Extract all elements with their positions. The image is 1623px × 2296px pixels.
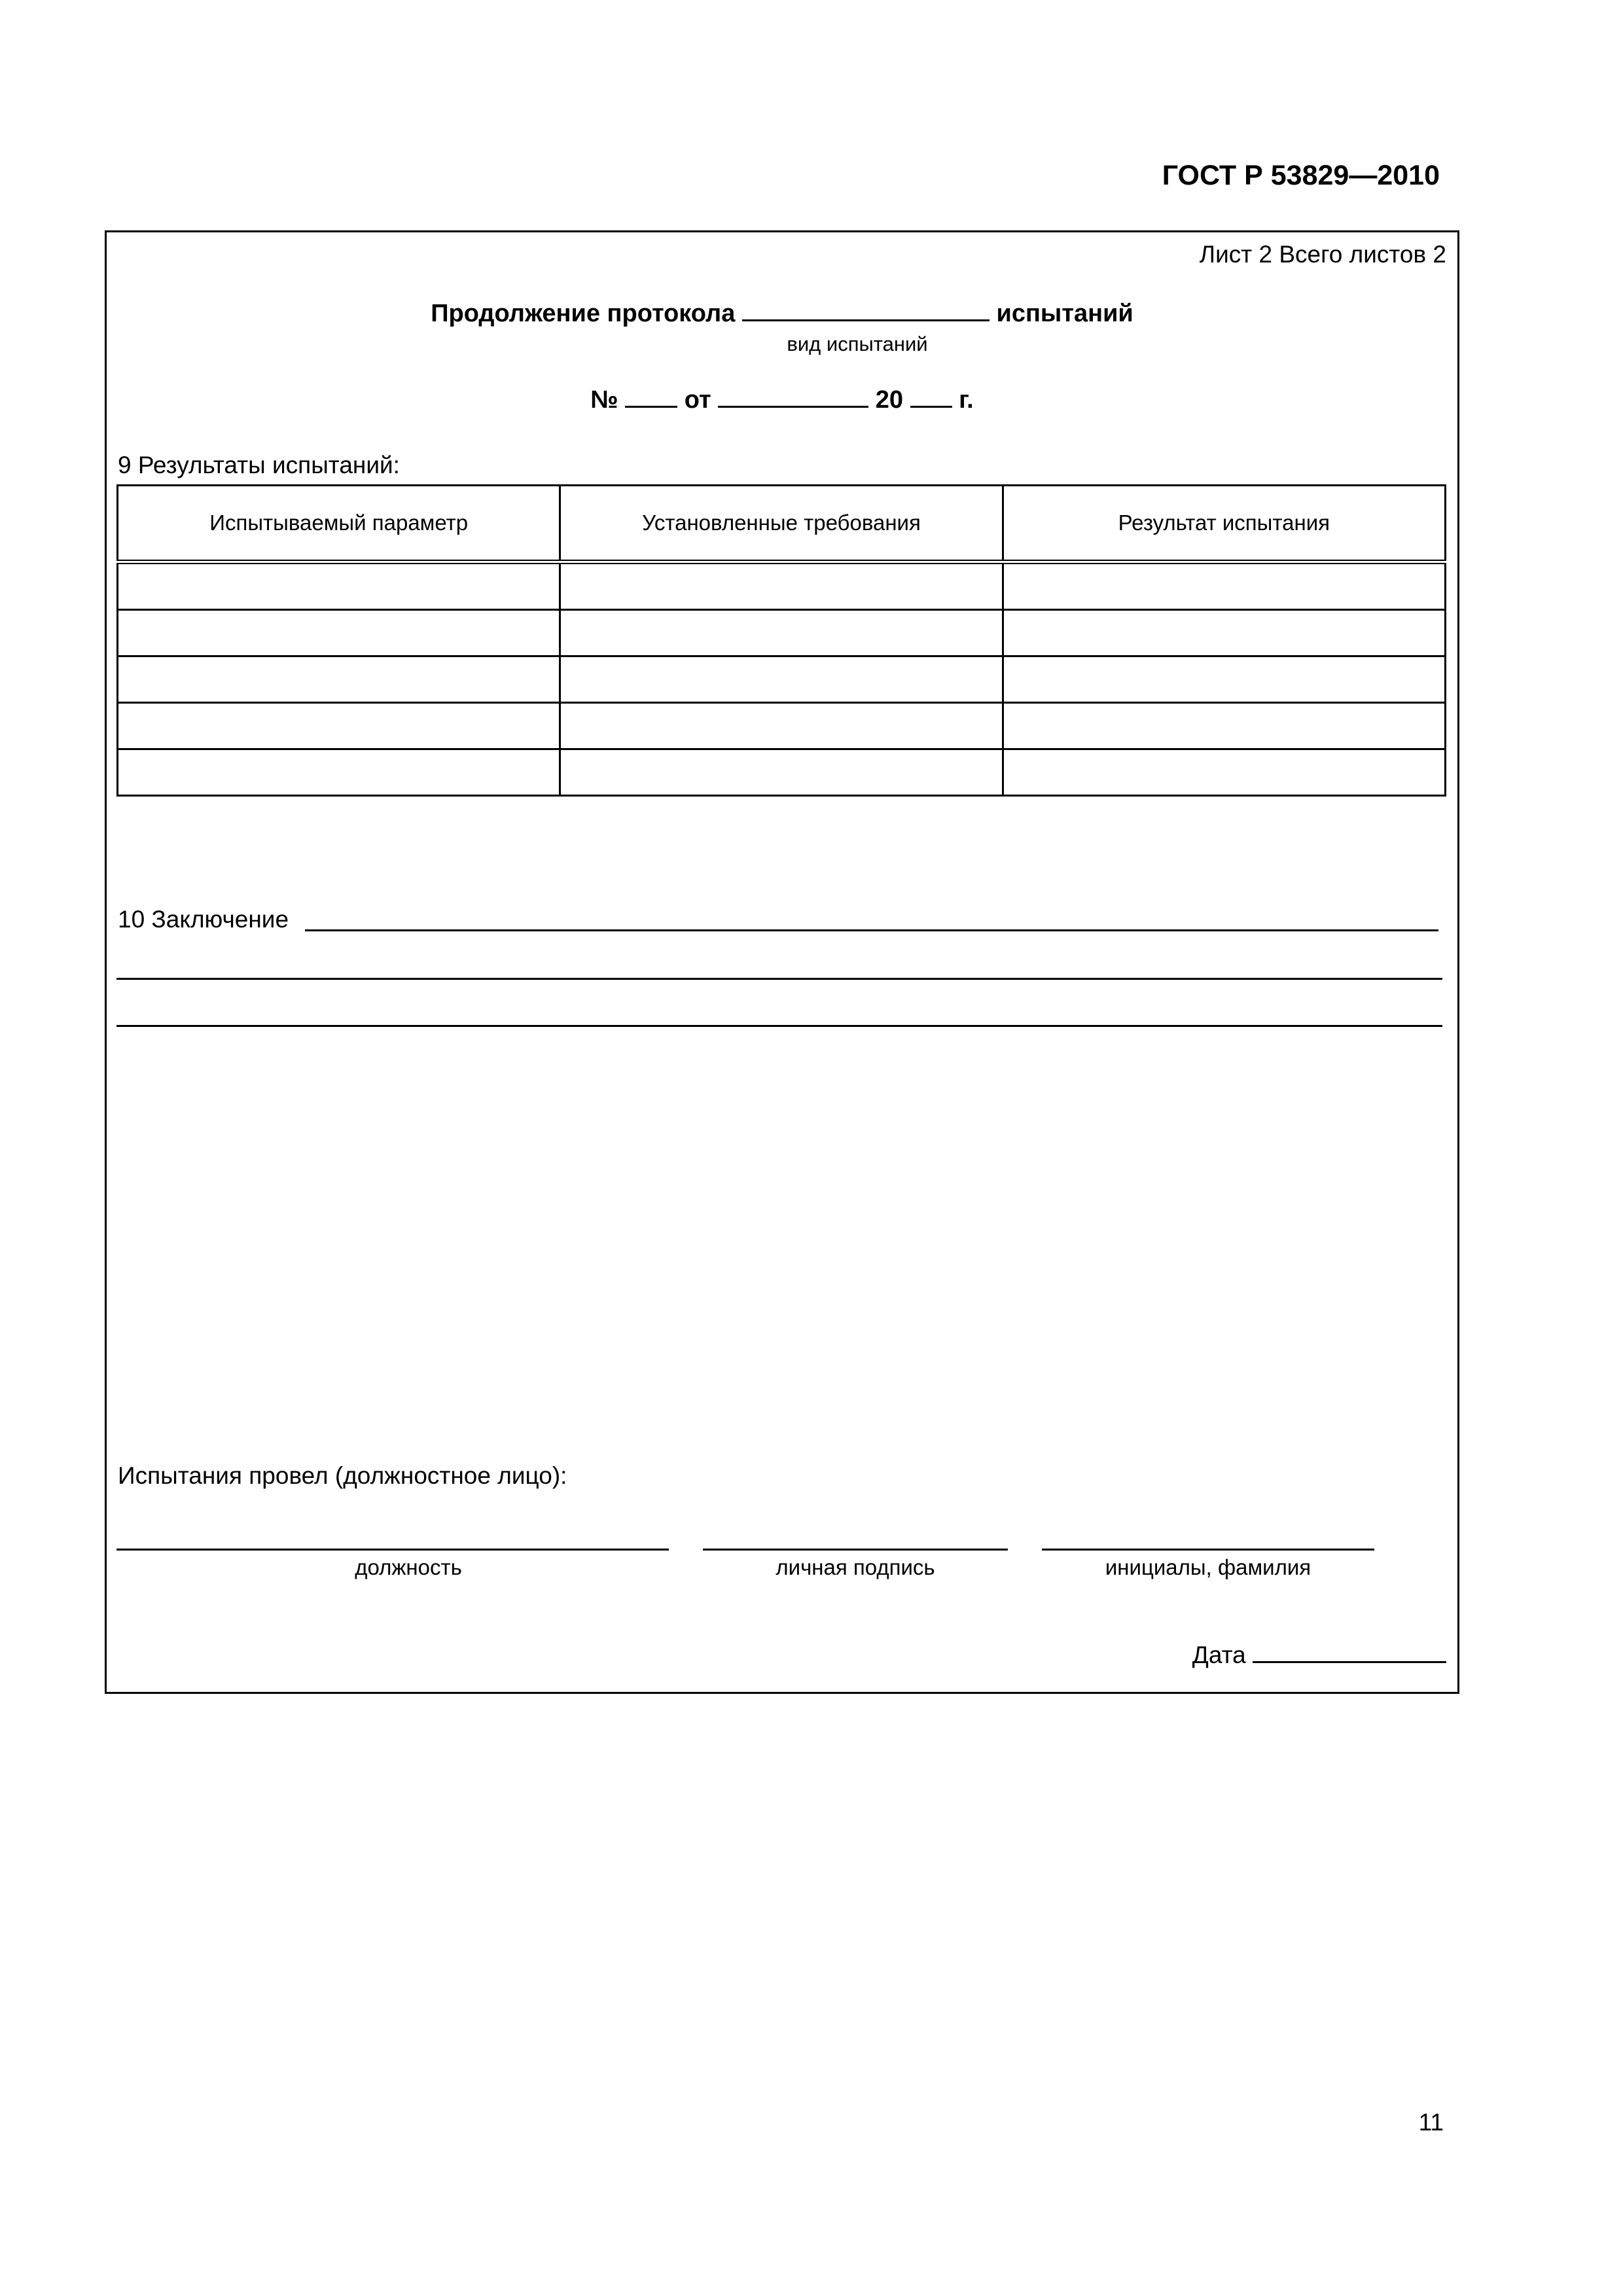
protocol-number-line [105, 386, 1459, 414]
conclusion-line-1[interactable] [305, 929, 1438, 931]
table-row [118, 656, 1446, 703]
name-caption: инициалы, фамилия [1105, 1555, 1311, 1579]
date-blank[interactable] [1253, 1641, 1446, 1663]
table-cell[interactable] [118, 749, 560, 796]
conclusion-line-3[interactable] [116, 1025, 1442, 1027]
table-cell[interactable] [1003, 610, 1445, 656]
table-cell[interactable] [1003, 656, 1445, 703]
signature-caption: личная подпись [776, 1555, 935, 1579]
table-row [118, 749, 1446, 796]
protocol-title [105, 300, 1459, 328]
table-cell[interactable] [118, 703, 560, 749]
table-cell[interactable] [560, 749, 1003, 796]
name-line[interactable] [1042, 1549, 1374, 1551]
table-cell[interactable] [560, 610, 1003, 656]
title-suffix: испытаний [996, 300, 1133, 327]
column-header-requirements: Установленные требования [560, 486, 1003, 562]
position-line[interactable] [116, 1549, 669, 1551]
table-row [118, 562, 1446, 610]
title-prefix: Продолжение протокола [431, 300, 736, 327]
conclusion-line-2[interactable] [116, 978, 1442, 980]
position-caption: должность [355, 1555, 462, 1579]
column-header-parameter: Испытываемый параметр [118, 486, 560, 562]
results-table-header [118, 486, 1446, 562]
results-table [116, 484, 1446, 797]
page-number: 11 [1418, 2109, 1444, 2136]
table-cell[interactable] [560, 656, 1003, 703]
protocol-number-blank[interactable] [625, 386, 677, 408]
conclusion-section-label: 10 Заключение [118, 906, 289, 933]
table-cell[interactable] [118, 610, 560, 656]
table-row [118, 703, 1446, 749]
column-header-result: Результат испытания [1003, 486, 1445, 562]
table-cell[interactable] [1003, 703, 1445, 749]
protocol-date-blank[interactable] [718, 386, 868, 408]
signer-label: Испытания провел (должностное лицо): [118, 1462, 567, 1489]
table-cell[interactable] [560, 703, 1003, 749]
sheet-info: Лист 2 Всего листов 2 [1199, 241, 1446, 268]
table-cell[interactable] [118, 656, 560, 703]
date-label: Дата [1192, 1641, 1246, 1668]
date-field [1192, 1641, 1446, 1669]
test-type-blank[interactable] [742, 300, 990, 321]
from-word: от [684, 386, 711, 414]
test-type-caption: вид испытаний [787, 332, 928, 355]
number-sign: № [590, 386, 618, 414]
year-prefix: 20 [875, 386, 904, 414]
table-cell[interactable] [1003, 562, 1445, 610]
table-row [118, 610, 1446, 656]
table-cell[interactable] [1003, 749, 1445, 796]
table-cell[interactable] [560, 562, 1003, 610]
protocol-year-blank[interactable] [910, 386, 952, 408]
results-section-label: 9 Результаты испытаний: [118, 452, 400, 478]
year-suffix: г. [959, 386, 974, 414]
table-cell[interactable] [118, 562, 560, 610]
signature-line[interactable] [703, 1549, 1008, 1551]
standard-code: ГОСТ Р 53829—2010 [1162, 160, 1440, 191]
